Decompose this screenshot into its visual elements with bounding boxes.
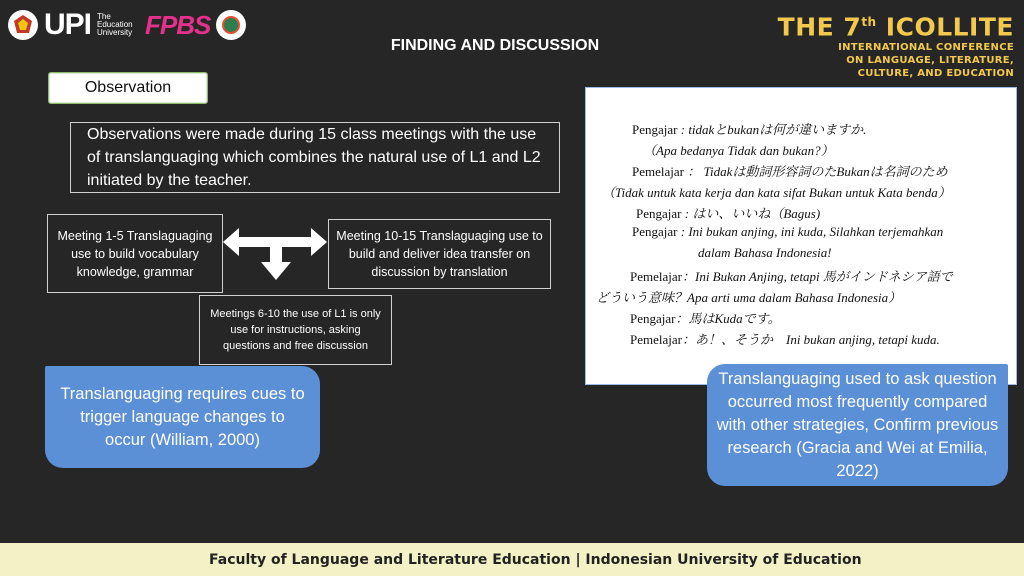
conference-line-4: CULTURE, AND EDUCATION (857, 68, 1014, 80)
dialogue-line: dalam Bahasa Indonesia! (698, 245, 832, 260)
dialogue-line: Pemelajar：Ini Bukan Anjing, tetapi 馬がインドネシア語で (630, 269, 953, 284)
university-logo-text: The Education University (97, 12, 133, 37)
dialogue-line: Pengajar : はい、いいね（Bagus) (636, 206, 821, 221)
upi-logo-text: UPI (44, 8, 92, 41)
footer-text: Faculty of Language and Literature Education | Indonesian University of Education (209, 551, 862, 568)
dialogue-line: Pengajar : Ini bukan anjing, ini kuda, Silahkan terjemahkan (632, 224, 944, 239)
footer-bar (0, 543, 1024, 576)
cues-callout: Translanguaging requires cues to trigger language changes to occur (William, 2000) (45, 366, 320, 468)
dialogue-line: （Tidak untuk kata kerja dan kata sifat Bukan untuk Kata benda） (602, 185, 951, 200)
dialogue-line: （Apa bedanya Tidak dan bukan?） (643, 143, 834, 158)
meeting-1-5-box: Meeting 1-5 Translaguaging use to build vocabulary knowledge, grammar (47, 214, 223, 293)
faculty-badge-icon (216, 10, 246, 40)
slide-title: FINDING AND DISCUSSION (390, 37, 600, 54)
dialogue-line: Pengajar : tidakとbukanは何が違いますか. (632, 122, 867, 137)
conference-line-3: ON LANGUAGE, LITERATURE, (846, 55, 1014, 67)
conference-title: THE 7th ICOLLITE (777, 12, 1014, 42)
dialogue-line: Pemelajar：あ！、そうか Ini bukan anjing, tetapi kuda. (630, 332, 940, 347)
observation-text-box: Observations were made during 15 class meetings with the use of translanguaging which combines the natural use of L1 and L2 initiated by the teacher. (70, 122, 560, 193)
dialogue-line: Pengajar：馬はKudaです。 (630, 311, 781, 326)
observation-label: Observation (48, 72, 208, 104)
dialogue-line: Pemelajar ： Tidakは動詞形容詞のたBukanは名詞のため (632, 164, 948, 179)
meeting-10-15-box: Meeting 10-15 Translaguaging use to build and deliver idea transfer on discussion by translation (328, 219, 551, 289)
frequency-callout: Translanguaging used to ask question occurred most frequently compared with other strategies, Confirm previous research (Gracia and Wei at Emilia, 2022) (707, 364, 1008, 486)
meeting-6-10-box: Meetings 6-10 the use of L1 is only use for instructions, asking questions and free discussion (199, 295, 392, 365)
faculty-logo-text: FPBS (145, 10, 211, 40)
dialogue-line: どういう意味？Apa arti uma dalam Bahasa Indonesia） (596, 290, 902, 305)
conference-line-2: INTERNATIONAL CONFERENCE (838, 42, 1014, 54)
dialogue-panel (585, 87, 1017, 385)
flow-arrows-icon (221, 226, 331, 282)
upi-emblem-icon (8, 10, 38, 40)
